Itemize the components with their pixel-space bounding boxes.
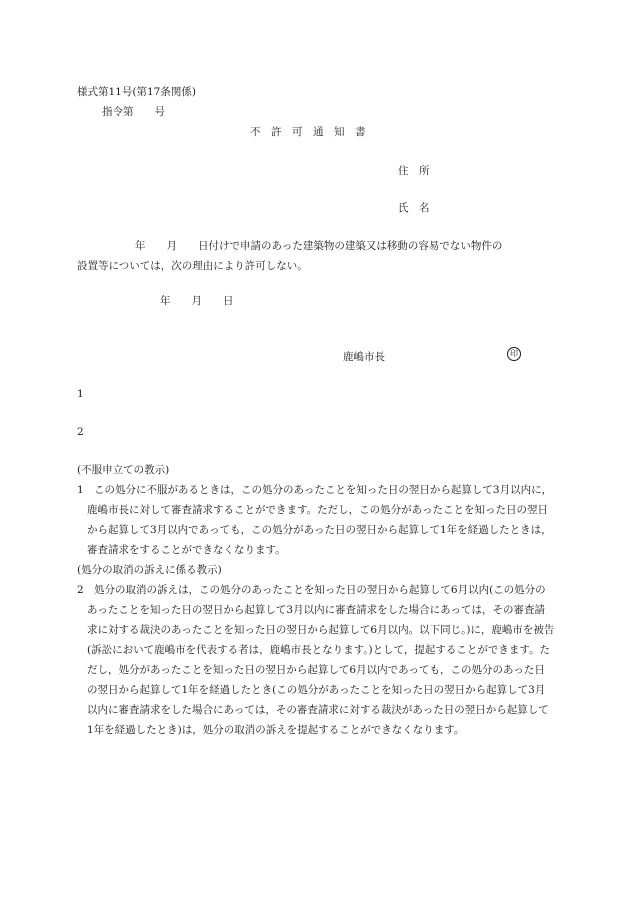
notice-item-2 <box>77 580 555 740</box>
reason-1: 1 <box>77 388 84 400</box>
form-number: 様式第11号(第17条関係) <box>77 86 196 98</box>
body-line-2: 設置等については，次の理由により許可しない。 <box>77 260 308 272</box>
body-line-1: 年 月 日付けで申請のあった建築物の建築又は移動の容易でない物件の <box>135 240 503 252</box>
document-title: 不 許 可 通 知 書 <box>250 126 366 138</box>
notice-item-1-number: 1 <box>77 484 84 496</box>
name-label: 氏 名 <box>398 202 430 214</box>
appeal-notice <box>77 460 555 740</box>
reason-2: 2 <box>77 426 84 438</box>
address-label: 住 所 <box>398 165 430 177</box>
issuer-title: 鹿嶋市長 <box>343 351 385 363</box>
notice-heading-lawsuit: (処分の取消の訴えに係る教示) <box>77 564 222 576</box>
notice-heading-objection: (不服申立ての教示) <box>77 464 170 476</box>
notice-item-2-number: 2 <box>77 584 84 596</box>
seal-mark: 印 <box>507 347 521 361</box>
directive-number: 指令第 号 <box>102 106 165 118</box>
issue-date: 年 月 日 <box>160 295 234 307</box>
notice-item-1 <box>77 480 555 560</box>
notice-item-1-text: この処分に不服があるときは，この処分のあったことを知った日の翌日から起算して3月以内に，鹿嶋市長に対して審査請求することができます。ただし，この処分があったことを知った日の翌日から起算して3月以内であっても，この処分があった日の翌日から起算して1年を経過したときは，審査請求をすることができなくなります。 <box>87 484 553 556</box>
notice-item-2-text: 処分の取消の訴えは，この処分のあったことを知った日の翌日から起算して6月以内(この処分のあったことを知った日の翌日から起算して3月以内に審査請求をした場合にあっては，その審査請求に対する裁決のあったことを知った日の翌日から起算して6月以内。以下同じ。)に，鹿嶋市を被告(訴訟において鹿嶋市を代表する者は，鹿嶋市長となります。)として，提起することができます。ただし，処分があったことを知った日の翌日から起算して6月以内であっても，この処分のあった日の翌日から起算して1年を経過したとき(この処分があったことを知った日の翌日から起算して3月以内に審査請求をした場合にあっては，その審査請求に対する裁決があった日の翌日から起算して1年を経過したとき)は，処分の取消の訴えを提起することができなくなります。 <box>87 584 555 736</box>
